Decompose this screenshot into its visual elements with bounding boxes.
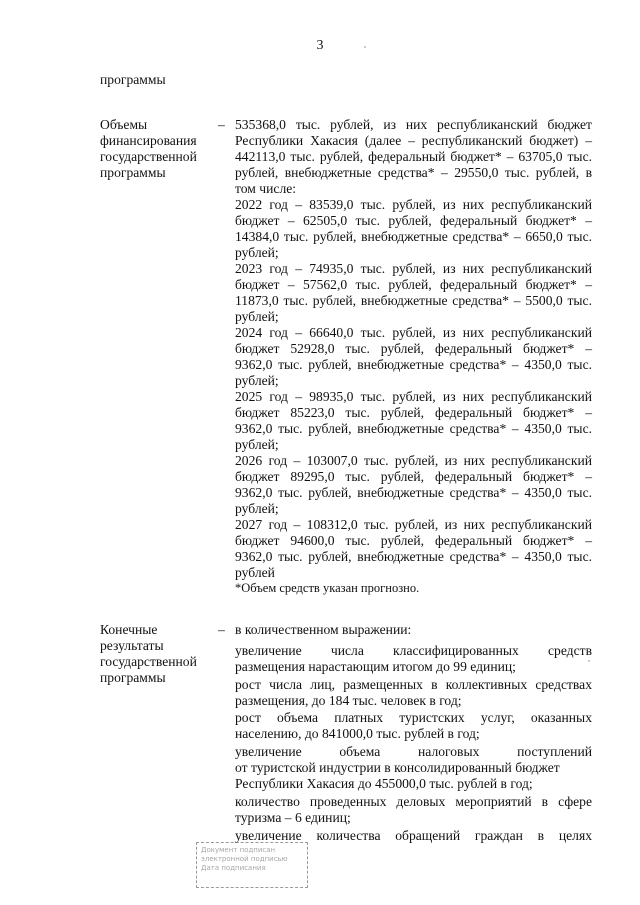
results-line: увеличение числа классифицированных средств (235, 643, 592, 658)
financing-line: 9362,0 тыс. рублей, внебюджетные средства* – 4350,0 тыс. (235, 485, 592, 500)
stamp-line: Документ подписан (201, 846, 276, 854)
financing-line: рублей; (235, 501, 279, 516)
financing-line: 9362,0 тыс. рублей, внебюджетные средства* – 4350,0 тыс. (235, 421, 592, 436)
page-number: 3 (316, 38, 324, 53)
results-dash: – (218, 622, 225, 637)
results-line: туризма – 6 единиц; (235, 810, 351, 825)
financing-line: бюджет 52928,0 тыс. рублей, федеральный бюджет* – (235, 341, 592, 356)
financing-line: 535368,0 тыс. рублей, из них республиканский бюджет (235, 117, 592, 132)
financing-label-line: государственной (100, 149, 197, 164)
financing-line: 442113,0 тыс. рублей, федеральный бюджет* – 63705,0 тыс. (235, 149, 592, 164)
financing-footnote: *Объем средств указан прогнозно. (235, 581, 420, 595)
financing-label-line: программы (100, 165, 166, 180)
stamp-line: электронной подписью (201, 855, 288, 863)
financing-line: рублей (235, 565, 275, 580)
financing-line: том числе: (235, 181, 297, 196)
financing-line: 2023 год – 74935,0 тыс. рублей, из них республиканский (235, 261, 592, 276)
results-line: населению, до 841000,0 тыс. рублей в год; (235, 726, 480, 741)
financing-dash: – (218, 117, 225, 132)
header-fragment: программы (100, 72, 166, 87)
results-line: количество проведенных деловых мероприятий в сфере (235, 794, 592, 809)
financing-line: рублей; (235, 309, 279, 324)
financing-line: 14384,0 тыс. рублей, внебюджетные средства* – 6650,0 тыс. (235, 229, 592, 244)
results-line: в количественном выражении: (235, 622, 412, 637)
financing-line: бюджет 94600,0 тыс. рублей, федеральный бюджет* – (235, 533, 592, 548)
financing-line: 2026 год – 103007,0 тыс. рублей, из них республиканский (235, 453, 592, 468)
financing-line: бюджет – 57562,0 тыс. рублей, федеральный бюджет* – (235, 277, 592, 292)
results-line: рост числа лиц, размещенных в коллективных средствах (235, 677, 592, 692)
financing-line: рублей; (235, 437, 279, 452)
financing-label-line: финансирования (100, 133, 197, 148)
results-line: Республики Хакасия до 455000,0 тыс. рублей в год; (235, 776, 533, 791)
scan-speck (588, 660, 590, 662)
financing-line: 2027 год – 108312,0 тыс. рублей, из них республиканский (235, 517, 592, 532)
results-line: от туристской индустрии в консолидированный бюджет (235, 760, 560, 775)
financing-line: 9362,0 тыс. рублей, внебюджетные средства* – 4350,0 тыс. (235, 549, 592, 564)
financing-label-line: Объемы (100, 117, 148, 132)
financing-line: Республики Хакасия (далее – республиканский бюджет) – (235, 133, 592, 148)
financing-line: бюджет 85223,0 тыс. рублей, федеральный бюджет* – (235, 405, 592, 420)
financing-line: 11873,0 тыс. рублей, внебюджетные средства* – 5500,0 тыс. (235, 293, 592, 308)
financing-line: 9362,0 тыс. рублей, внебюджетные средства* – 4350,0 тыс. (235, 357, 592, 372)
results-line: рост объема платных туристских услуг, оказанных (235, 710, 592, 725)
results-line: увеличение объема налоговых поступлений (235, 744, 592, 759)
financing-line: 2024 год – 66640,0 тыс. рублей, из них республиканский (235, 325, 592, 340)
results-label-line: программы (100, 670, 166, 685)
financing-line: бюджет 89295,0 тыс. рублей, федеральный бюджет* – (235, 469, 592, 484)
results-label-line: государственной (100, 654, 197, 669)
scan-speck (364, 46, 366, 48)
signature-stamp (196, 842, 308, 888)
results-line: увеличение количества обращений граждан в целях (235, 828, 592, 843)
stamp-line: Дата подписания (201, 864, 266, 872)
financing-line: рублей; (235, 245, 279, 260)
results-label-line: Конечные (100, 622, 158, 637)
financing-line: бюджет – 62505,0 тыс. рублей, федеральный бюджет* – (235, 213, 592, 228)
financing-line: 2022 год – 83539,0 тыс. рублей, из них республиканский (235, 197, 592, 212)
results-line: размещения нарастающим итогом до 99 единиц; (235, 659, 516, 674)
financing-line: рублей, внебюджетные средства* – 29550,0 тыс. рублей, в (235, 165, 592, 180)
results-label-line: результаты (100, 638, 164, 653)
financing-line: рублей; (235, 373, 279, 388)
results-line: размещения, до 184 тыс. человек в год; (235, 693, 462, 708)
financing-line: 2025 год – 98935,0 тыс. рублей, из них республиканский (235, 389, 592, 404)
